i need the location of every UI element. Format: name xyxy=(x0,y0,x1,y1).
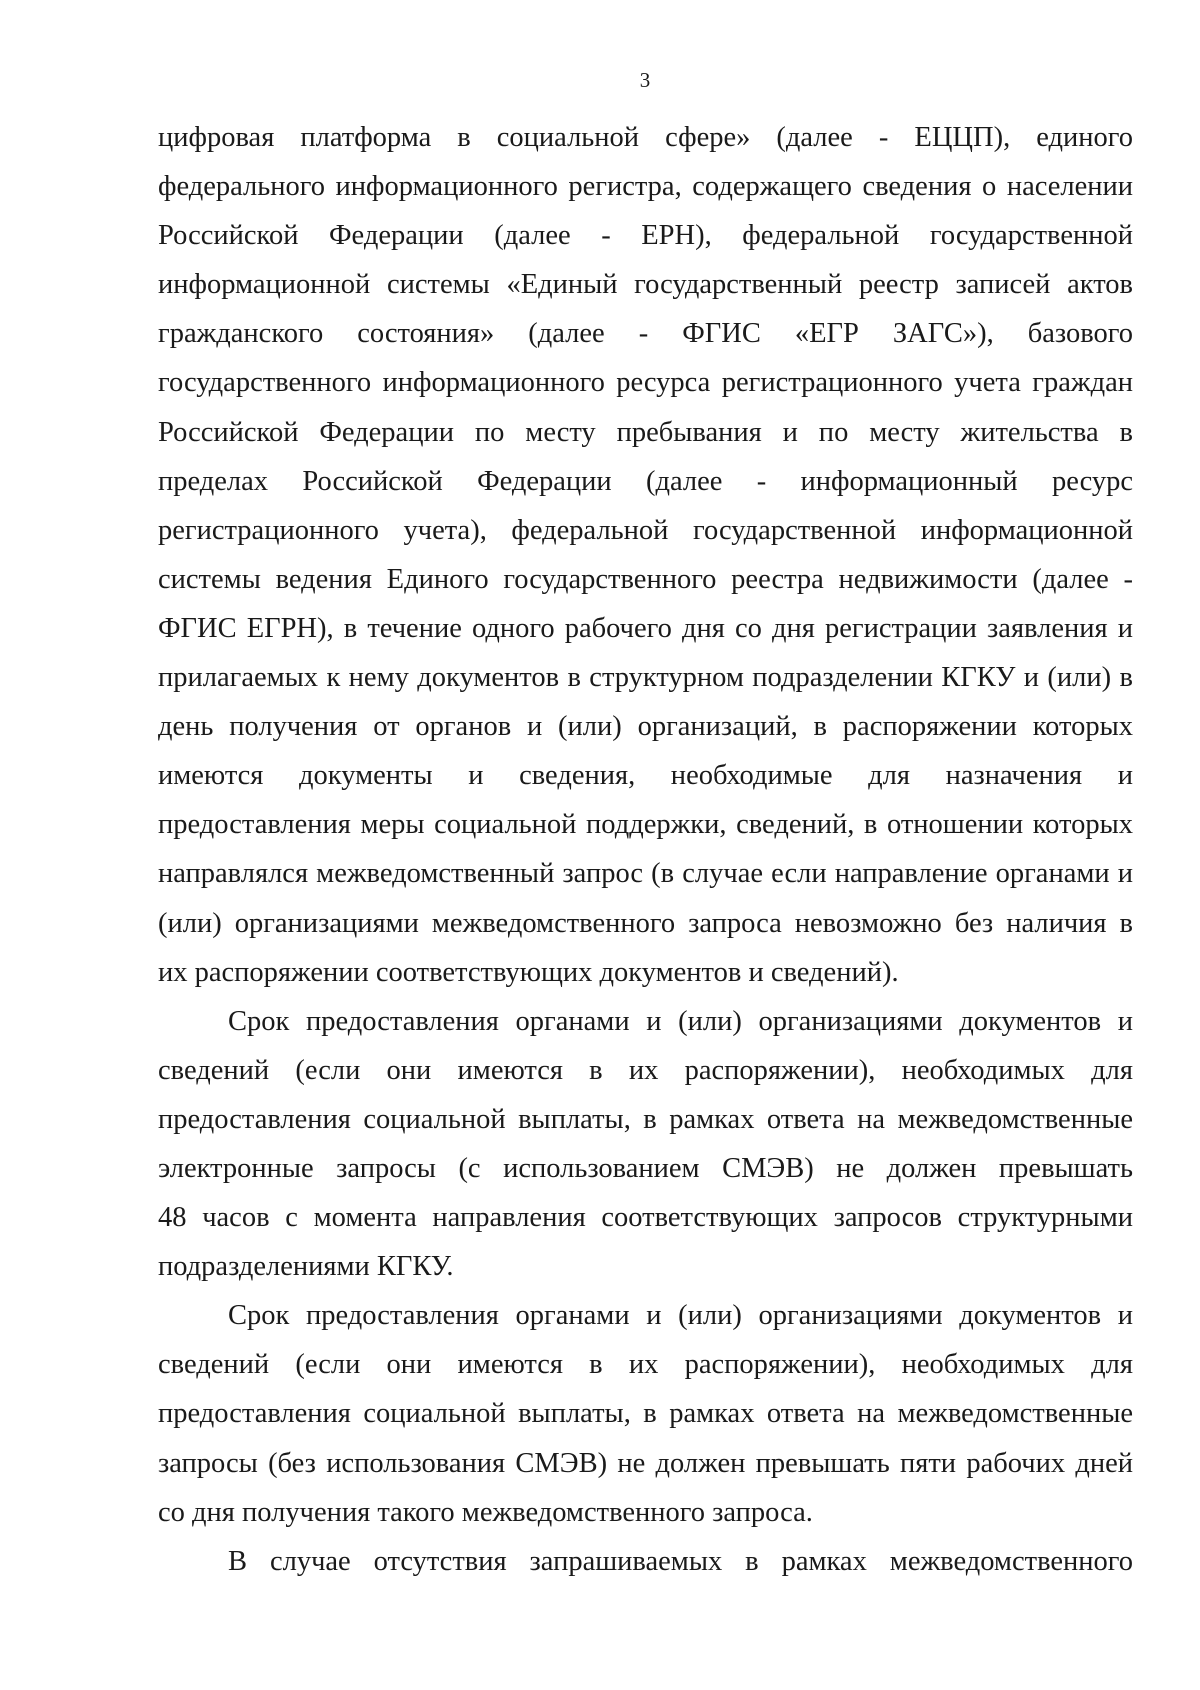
paragraph-1 xyxy=(158,113,1133,997)
text-line: имеются документы и сведения, необходимые для назначения и xyxy=(158,760,1133,792)
text-line: ФГИС ЕГРН), в течение одного рабочего дня со дня регистрации заявления и xyxy=(158,612,1133,644)
text-line: электронные запросы (с использованием СМЭВ) не должен превышать xyxy=(158,1152,1133,1184)
text-line: предоставления социальной выплаты, в рамках ответа на межведомственные xyxy=(158,1103,1133,1135)
text-line: предоставления социальной выплаты, в рамках ответа на межведомственные xyxy=(158,1398,1133,1430)
text-line: Российской Федерации по месту пребывания и по месту жительства в xyxy=(158,416,1133,448)
text-line: 48 часов с момента направления соответствующих запросов структурными xyxy=(158,1202,1133,1234)
text-line: Российской Федерации (далее - ЕРН), федеральной государственной xyxy=(158,220,1133,252)
text-line: федерального информационного регистра, содержащего сведения о населении xyxy=(158,171,1133,203)
text-line: их распоряжении соответствующих документов и сведений). xyxy=(158,956,899,988)
text-line: пределах Российской Федерации (далее - информационный ресурс xyxy=(158,465,1133,497)
text-line: регистрационного учета), федеральной государственной информационной xyxy=(158,514,1133,546)
page-number: 3 xyxy=(639,68,651,92)
text-line: со дня получения такого межведомственного запроса. xyxy=(158,1496,813,1528)
text-line: Срок предоставления органами и (или) организациями документов и xyxy=(228,1005,1133,1037)
document-body xyxy=(158,113,1133,1586)
text-line: подразделениями КГКУ. xyxy=(158,1251,454,1283)
text-line: день получения от органов и (или) организаций, в распоряжении которых xyxy=(158,711,1133,743)
text-line: гражданского состояния» (далее - ФГИС «ЕГР ЗАГС»), базового xyxy=(158,318,1133,350)
text-line: запросы (без использования СМЭВ) не должен превышать пяти рабочих дней xyxy=(158,1447,1133,1479)
text-line: государственного информационного ресурса регистрационного учета граждан xyxy=(158,367,1133,399)
text-line: прилагаемых к нему документов в структурном подразделении КГКУ и (или) в xyxy=(158,662,1133,694)
text-line: информационной системы «Единый государственный реестр записей актов xyxy=(158,269,1133,301)
paragraph-3 xyxy=(158,1291,1133,1536)
text-line: предоставления меры социальной поддержки, сведений, в отношении которых xyxy=(158,809,1133,841)
text-line: Срок предоставления органами и (или) организациями документов и xyxy=(228,1300,1133,1332)
text-line: В случае отсутствия запрашиваемых в рамках межведомственного xyxy=(228,1545,1133,1577)
paragraph-2 xyxy=(158,997,1133,1292)
text-line: (или) организациями межведомственного запроса невозможно без наличия в xyxy=(158,907,1133,939)
text-line: цифровая платформа в социальной сфере» (далее - ЕЦЦП), единого xyxy=(158,122,1133,153)
text-line: системы ведения Единого государственного реестра недвижимости (далее - xyxy=(158,563,1133,595)
paragraph-4 xyxy=(158,1537,1133,1586)
text-line: сведений (если они имеются в их распоряжении), необходимых для xyxy=(158,1349,1133,1381)
text-line: направлялся межведомственный запрос (в случае если направление органами и xyxy=(158,858,1133,890)
text-line: сведений (если они имеются в их распоряжении), необходимых для xyxy=(158,1054,1133,1086)
